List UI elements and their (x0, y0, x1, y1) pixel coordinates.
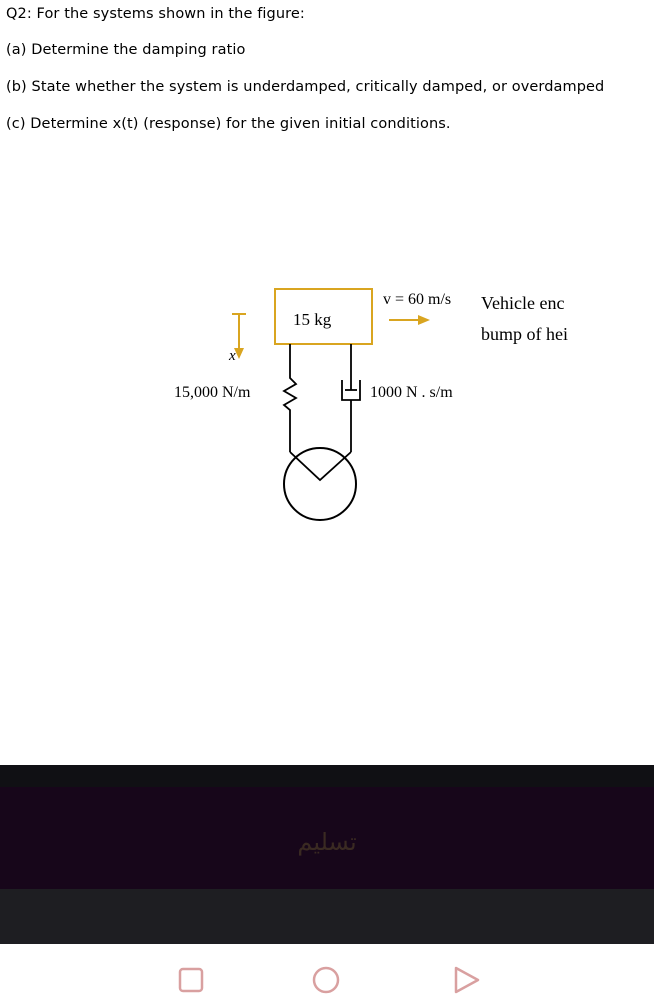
bottom-band-top (0, 765, 654, 787)
question-part-c: (c) Determine x(t) (response) for the given initial conditions. (6, 116, 451, 132)
question-part-a: (a) Determine the damping ratio (6, 42, 246, 58)
bottom-band-lower (0, 889, 654, 944)
submit-button-label[interactable]: تسليم (297, 828, 357, 856)
mass-label: 15 kg (293, 310, 332, 329)
vehicle-text-line1: Vehicle enc (481, 293, 565, 313)
spring-label: 15,000 N/m (174, 384, 251, 401)
wheel (284, 448, 356, 520)
damper-label: 1000 N . s/m (370, 384, 453, 401)
x-label: x (229, 348, 236, 364)
velocity-label: v = 60 m/s (383, 291, 452, 308)
home-icon[interactable] (311, 965, 343, 997)
question-part-b: (b) State whether the system is underdamped, critically damped, or overdamped (6, 79, 605, 95)
velocity-arrow-head (418, 315, 430, 325)
recent-apps-icon[interactable] (176, 965, 208, 997)
back-icon[interactable] (451, 965, 483, 997)
vehicle-text-line2: bump of hei (481, 324, 568, 344)
question-title: Q2: For the systems shown in the figure: (6, 6, 305, 22)
spring (284, 344, 296, 452)
